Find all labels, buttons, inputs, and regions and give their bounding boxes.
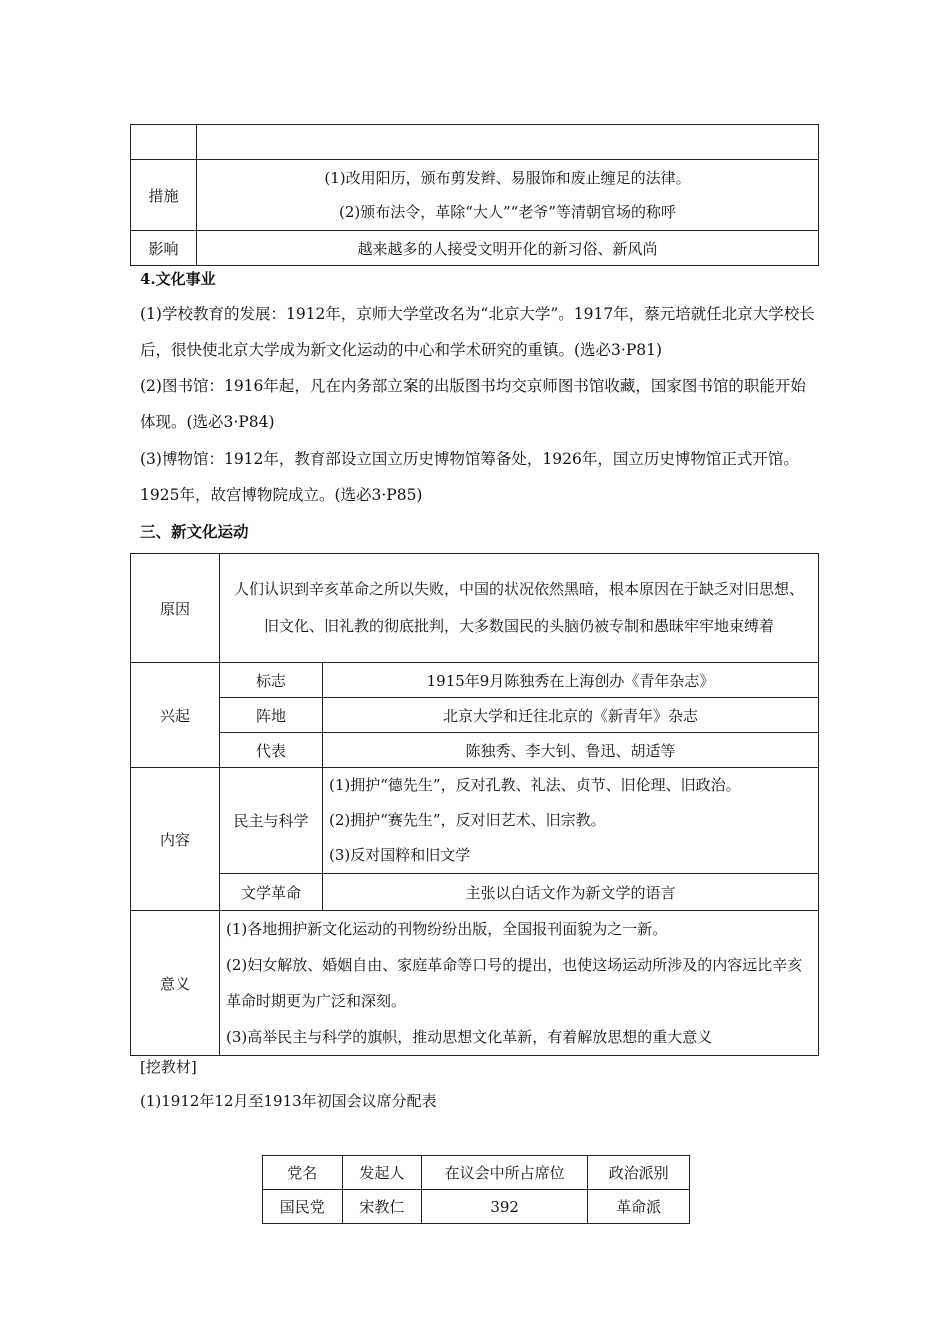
table-row-meaning (131, 911, 819, 1056)
section-heading-new-culture: 三、新文化运动 (140, 522, 249, 541)
table-row-content (131, 874, 819, 911)
sub-content (323, 768, 819, 874)
parliament-seats-table (262, 1155, 690, 1224)
content-line: (1)各地拥护新文化运动的刊物纷纷出版，全国报刊面貌为之一新。 (226, 920, 668, 938)
section-heading-culture: 4.文化事业 (140, 270, 216, 288)
table-cell: 宋教仁 (342, 1190, 422, 1224)
row-label: 内容 (131, 768, 220, 911)
table-row-rise (131, 698, 819, 733)
table-caption: (1)1912年12月至1913年初国会议席分配表 (140, 1092, 437, 1110)
sub-content: 陈独秀、李大钊、鲁迅、胡适等 (323, 733, 819, 768)
sub-label: 民主与科学 (220, 768, 323, 874)
table-row (263, 1190, 690, 1224)
sub-label: 代表 (220, 733, 323, 768)
sub-content: 主张以白话文作为新文学的语言 (323, 874, 819, 911)
table-header-row (263, 1156, 690, 1190)
row-content: 越来越多的人接受文明开化的新习俗、新风尚 (197, 231, 819, 266)
table-cell: 革命派 (588, 1190, 690, 1224)
table-row (131, 160, 819, 231)
sub-label: 标志 (220, 663, 323, 698)
table-cell: 392 (422, 1190, 588, 1224)
row-label: 意义 (131, 911, 220, 1056)
sub-label: 阵地 (220, 698, 323, 733)
table-row-content (131, 768, 819, 874)
table-row (131, 231, 819, 266)
content-line: (2)妇女解放、婚姻自由、家庭革命等口号的提出，也使这场运动所涉及的内容远比辛亥革命时期更为广泛和深刻。 (226, 956, 803, 1010)
paragraph-museum: (3)博物馆：1912年，教育部设立国立历史博物馆筹备处，1926年，国立历史博物馆正式开馆。1925年，故宫博物院成立。(选必3·P85) (140, 450, 799, 504)
table-row-rise (131, 733, 819, 768)
sub-label: 文学革命 (220, 874, 323, 911)
table-row (131, 125, 819, 160)
row-label: 措施 (131, 160, 197, 231)
new-culture-table (130, 553, 819, 1056)
column-header: 党名 (263, 1156, 343, 1190)
table-cell: 国民党 (263, 1190, 343, 1224)
content-line: (2)拥护“赛先生”，反对旧艺术、旧宗教。 (329, 811, 606, 829)
table-row-cause (131, 554, 819, 663)
cause-text: 人们认识到辛亥革命之所以失败，中国的状况依然黑暗，根本原因在于缺乏对旧思想、旧文化、旧礼教的彻底批判，大多数国民的头脑仍被专制和愚昧牢牢地束缚着 (220, 554, 819, 663)
paragraph-library: (2)图书馆：1916年起，凡在内务部立案的出版图书均交京师图书馆收藏，国家图书馆的职能开始体现。(选必3·P84) (140, 377, 806, 431)
row-label: 兴起 (131, 663, 220, 768)
row-content (197, 125, 819, 160)
row-content (197, 160, 819, 231)
dig-textbook-heading: [挖教材] (140, 1058, 197, 1076)
table-row-rise (131, 663, 819, 698)
column-header: 发起人 (342, 1156, 422, 1190)
sub-content: 1915年9月陈独秀在上海创办《青年杂志》 (323, 663, 819, 698)
paragraph-education: (1)学校教育的发展：1912年，京师大学堂改名为“北京大学”。1917年，蔡元培就任北京大学校长后，很快使北京大学成为新文化运动的中心和学术研究的重镇。(选必3·P81) (140, 305, 815, 359)
sub-content: 北京大学和迁往北京的《新青年》杂志 (323, 698, 819, 733)
content-line: (3)高举民主与科学的旗帜，推动思想文化革新，有着解放思想的重大意义 (226, 1028, 713, 1046)
content-line: (3)反对国粹和旧文学 (329, 846, 471, 864)
row-label (131, 125, 197, 160)
content-line: (1)改用阳历，颁布剪发辫、易服饰和废止缠足的法律。 (324, 169, 691, 187)
meaning-content (220, 911, 819, 1056)
row-label: 影响 (131, 231, 197, 266)
content-line: (1)拥护“德先生”，反对孔教、礼法、贞节、旧伦理、旧政治。 (329, 776, 741, 794)
column-header: 在议会中所占席位 (422, 1156, 588, 1190)
content-line: (2)颁布法令，革除“大人”“老爷”等清朝官场的称呼 (339, 203, 676, 221)
row-label: 原因 (131, 554, 220, 663)
column-header: 政治派别 (588, 1156, 690, 1190)
measures-table (130, 124, 819, 266)
